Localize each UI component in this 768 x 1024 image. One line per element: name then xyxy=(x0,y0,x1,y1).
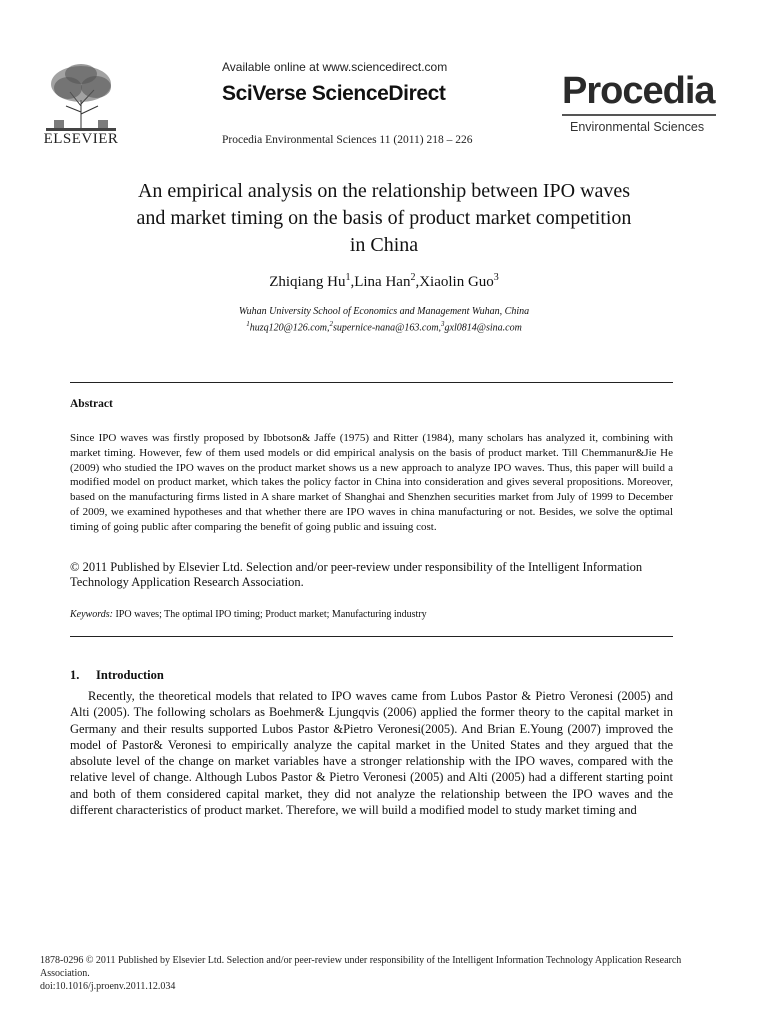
section-number: 1. xyxy=(70,668,80,682)
abstract-text: Since IPO waves was firstly proposed by Ibbotson& Jaffe (1975) and Ritter (1984), many scholars has analyzed it, combining with market timing. However, few of them used models or did empirical analysis on the basis of product market. Till Chemmanur&Jie He (2009) who studied the IPO waves on the product market shows us a new approach to analyze IPO waves. Thus, this paper will build a modified model on product market, which takes the policy factor in China into consideration and gives several propositions. Moreover, based on the manufacturing firms listed in A share market of Shanghai and Shenzhen securities market from July of 1999 to December of 2009, we examined hypotheses and that whether there are IPO waves in china manufacturing or not. Besides, we solve the optimal timing of going public after comparing the benefit of going public and issuing cost. xyxy=(70,432,673,533)
introduction-paragraph: Recently, the theoretical models that related to IPO waves came from Lubos Pastor & Pietro Veronesi (2005) and Alti (2005). The following scholars as Boehmer& Ljungqvis (2006) applied the former theory to the capital market in Germany and their results supported Lubos Pastor &Pietro Veronesi(2005). And Brian E.Young (2007) improved the model of Pastor& Veronesi to empirically analyze the capital market in the United States and they argued that the absolute level of the change on market variables have a stronger relationship with the IPO waves, compared with the relative level of change. Although Lubos Pastor & Pietro Veronesi (2005) and Alti (2005) had a different starting point and both of them considered capital market, they did not analyze the relationship between the IPO waves and the different characteristics of product market. Therefore, we will build a modified model to study market timing and xyxy=(70,689,673,818)
author-affiliation-mark: 2 xyxy=(410,272,416,283)
email-mark: 3 xyxy=(441,320,445,328)
keywords xyxy=(70,609,427,620)
author-affiliation-mark: 3 xyxy=(493,272,499,283)
available-online-link[interactable]: Available online at www.sciencedirect.com xyxy=(222,60,448,74)
abstract-top-rule xyxy=(70,382,673,383)
email-mark: 1 xyxy=(246,320,250,328)
keywords-list: IPO waves; The optimal IPO timing; Product market; Manufacturing industry xyxy=(112,609,427,620)
author-name: Lina Han xyxy=(354,274,411,290)
journal-logo-title: Procedia xyxy=(562,70,715,112)
journal-logo-subtitle: Environmental Sciences xyxy=(570,120,705,134)
affiliation: Wuhan University School of Economics and Management Wuhan, China xyxy=(238,306,530,317)
section-heading xyxy=(70,668,164,683)
introduction-body xyxy=(70,688,673,818)
author-list xyxy=(0,272,768,291)
author-name: Zhiqiang Hu xyxy=(269,274,346,290)
footer-copyright: 1878-0296 © 2011 Published by Elsevier Ltd. Selection and/or peer-review under responsibility of the Intelligent Information Technology Application Research Association. xyxy=(40,955,682,979)
author-separator: , xyxy=(350,274,355,290)
email-mark: 2 xyxy=(329,320,333,328)
platform-name: SciVerse ScienceDirect xyxy=(222,82,446,105)
author-name: Xiaolin Guo xyxy=(419,274,494,290)
title-line: in China xyxy=(349,234,419,256)
copyright-notice: © 2011 Published by Elsevier Ltd. Selection and/or peer-review under responsibility of the Intelligent Information Technology Application Research Association. xyxy=(70,560,643,589)
page-footer xyxy=(40,954,728,993)
footer-doi[interactable]: doi:10.1016/j.proenv.2011.12.034 xyxy=(40,981,176,992)
article-title xyxy=(60,178,708,259)
author-emails xyxy=(0,320,768,333)
section-title: Introduction xyxy=(96,668,164,682)
publisher-wordmark: ELSEVIER xyxy=(43,131,119,147)
email-link[interactable]: supernice-nana@163.com, xyxy=(332,322,442,334)
journal-logo-divider xyxy=(562,114,716,116)
author-separator: , xyxy=(415,274,420,290)
abstract-bottom-rule xyxy=(70,636,673,637)
keywords-label: Keywords: xyxy=(70,609,113,620)
email-link[interactable]: gxl0814@sina.com xyxy=(444,322,522,334)
journal-citation: Procedia Environmental Sciences 11 (2011) 218 – 226 xyxy=(222,134,473,146)
title-line: An empirical analysis on the relationship between IPO waves xyxy=(137,180,631,202)
abstract-heading: Abstract xyxy=(70,398,113,410)
author-affiliation-mark: 1 xyxy=(345,272,351,283)
title-line: and market timing on the basis of product market competition xyxy=(136,207,632,229)
email-link[interactable]: huzq120@126.com, xyxy=(249,322,330,334)
